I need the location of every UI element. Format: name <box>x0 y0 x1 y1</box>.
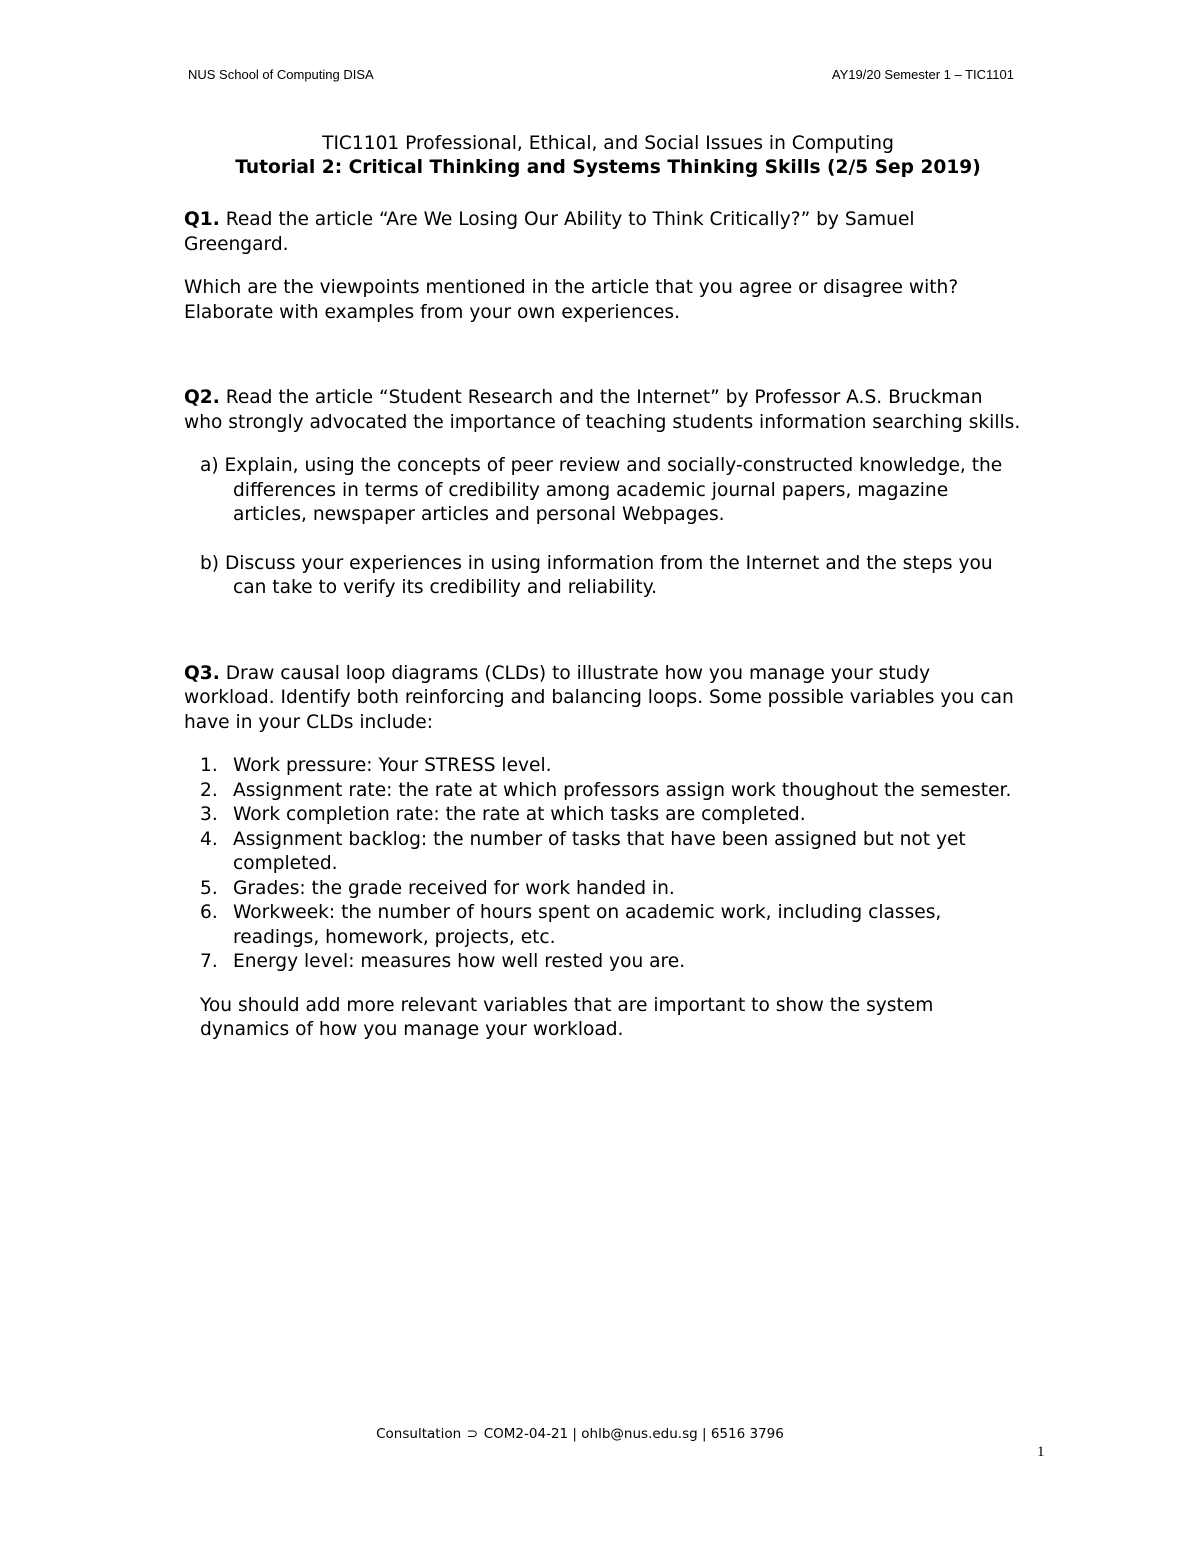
list-item-text: Work pressure: Your STRESS level. <box>233 755 552 776</box>
question-3 <box>184 662 1024 736</box>
list-item-number: 7. <box>200 951 218 972</box>
question-2-label: Q2. <box>184 387 220 408</box>
list-item-text: Assignment backlog: the number of tasks that have been assigned but not yet completed. <box>233 828 966 874</box>
list-item-text: Workweek: the number of hours spent on academic work, including classes, readings, homework, projects, etc. <box>233 902 942 948</box>
question-2-text: Read the article “Student Research and the Internet” by Professor A.S. Bruckman who strongly advocated the importance of teaching students information searching skills. <box>184 387 1021 433</box>
footer-separator: | <box>701 1426 707 1442</box>
tutorial-title: Tutorial 2: Critical Thinking and Systems Thinking Skills (2/5 Sep 2019) <box>235 157 981 178</box>
variables-list <box>184 754 1024 975</box>
list-item-number: 4. <box>200 828 218 850</box>
question-2-part-b: b) Discuss your experiences in using information from the Internet and the steps you can take to verify its credibility and reliability. <box>200 552 993 598</box>
list-item-text: Assignment rate: the rate at which professors assign work thoughout the semester. <box>233 779 1012 801</box>
question-2 <box>184 386 1024 435</box>
footer-separator: | <box>572 1426 577 1442</box>
list-item <box>184 950 1024 975</box>
list-item-number: 1. <box>200 755 218 776</box>
question-3-closing: You should add more relevant variables that are important to show the system dynamics of how you manage your workload. <box>200 994 934 1040</box>
list-item <box>184 803 1024 828</box>
question-3-text: Draw causal loop diagrams (CLDs) to illustrate how you manage your study workload. Identify both reinforcing and balancing loops. Some possible variables you can have in your CLDs include: <box>184 662 1014 733</box>
list-item <box>184 828 1024 877</box>
footer-phone: 6516 3796 <box>710 1426 784 1442</box>
header-right: AY19/20 Semester 1 – TIC1101 <box>831 67 1014 82</box>
list-item-text: Grades: the grade received for work handed in. <box>233 877 675 899</box>
arrow-icon: ⊃ <box>466 1426 479 1442</box>
list-item <box>184 901 1024 950</box>
document-body <box>184 132 1024 1043</box>
list-item-number: 6. <box>200 902 218 923</box>
page-header <box>184 66 1016 84</box>
question-3-label: Q3. <box>184 662 220 684</box>
list-item <box>184 877 1024 902</box>
list-item-text: Work completion rate: the rate at which tasks are completed. <box>233 804 806 825</box>
list-item-number: 2. <box>200 779 218 801</box>
course-title: TIC1101 Professional, Ethical, and Social Issues in Computing <box>322 133 894 154</box>
footer-email: ohlb@nus.edu.sg <box>581 1426 698 1442</box>
list-item <box>184 779 1024 804</box>
question-1-subtext: Which are the viewpoints mentioned in the article that you agree or disagree with? Elaborate with examples from your own experiences. <box>184 277 959 323</box>
list-item-number: 5. <box>200 877 218 899</box>
question-1-label: Q1. <box>184 209 220 230</box>
footer-room: COM2-04-21 <box>483 1426 569 1442</box>
list-item-text: Energy level: measures how well rested you are. <box>233 951 686 972</box>
page-footer <box>0 1425 1160 1443</box>
question-1 <box>184 208 1024 257</box>
list-item <box>184 754 1024 779</box>
question-1-text: Read the article “Are We Losing Our Ability to Think Critically?” by Samuel Greengard. <box>184 209 915 255</box>
footer-label: Consultation <box>376 1426 462 1442</box>
question-2-part-a: a) Explain, using the concepts of peer review and socially-constructed knowledge, the differences in terms of credibility among academic journal papers, magazine articles, newspaper articles and personal Webpages. <box>200 455 1003 525</box>
page-number: 1 <box>1037 1444 1045 1460</box>
header-left: NUS School of Computing DISA <box>188 67 374 82</box>
list-item-number: 3. <box>200 804 218 825</box>
